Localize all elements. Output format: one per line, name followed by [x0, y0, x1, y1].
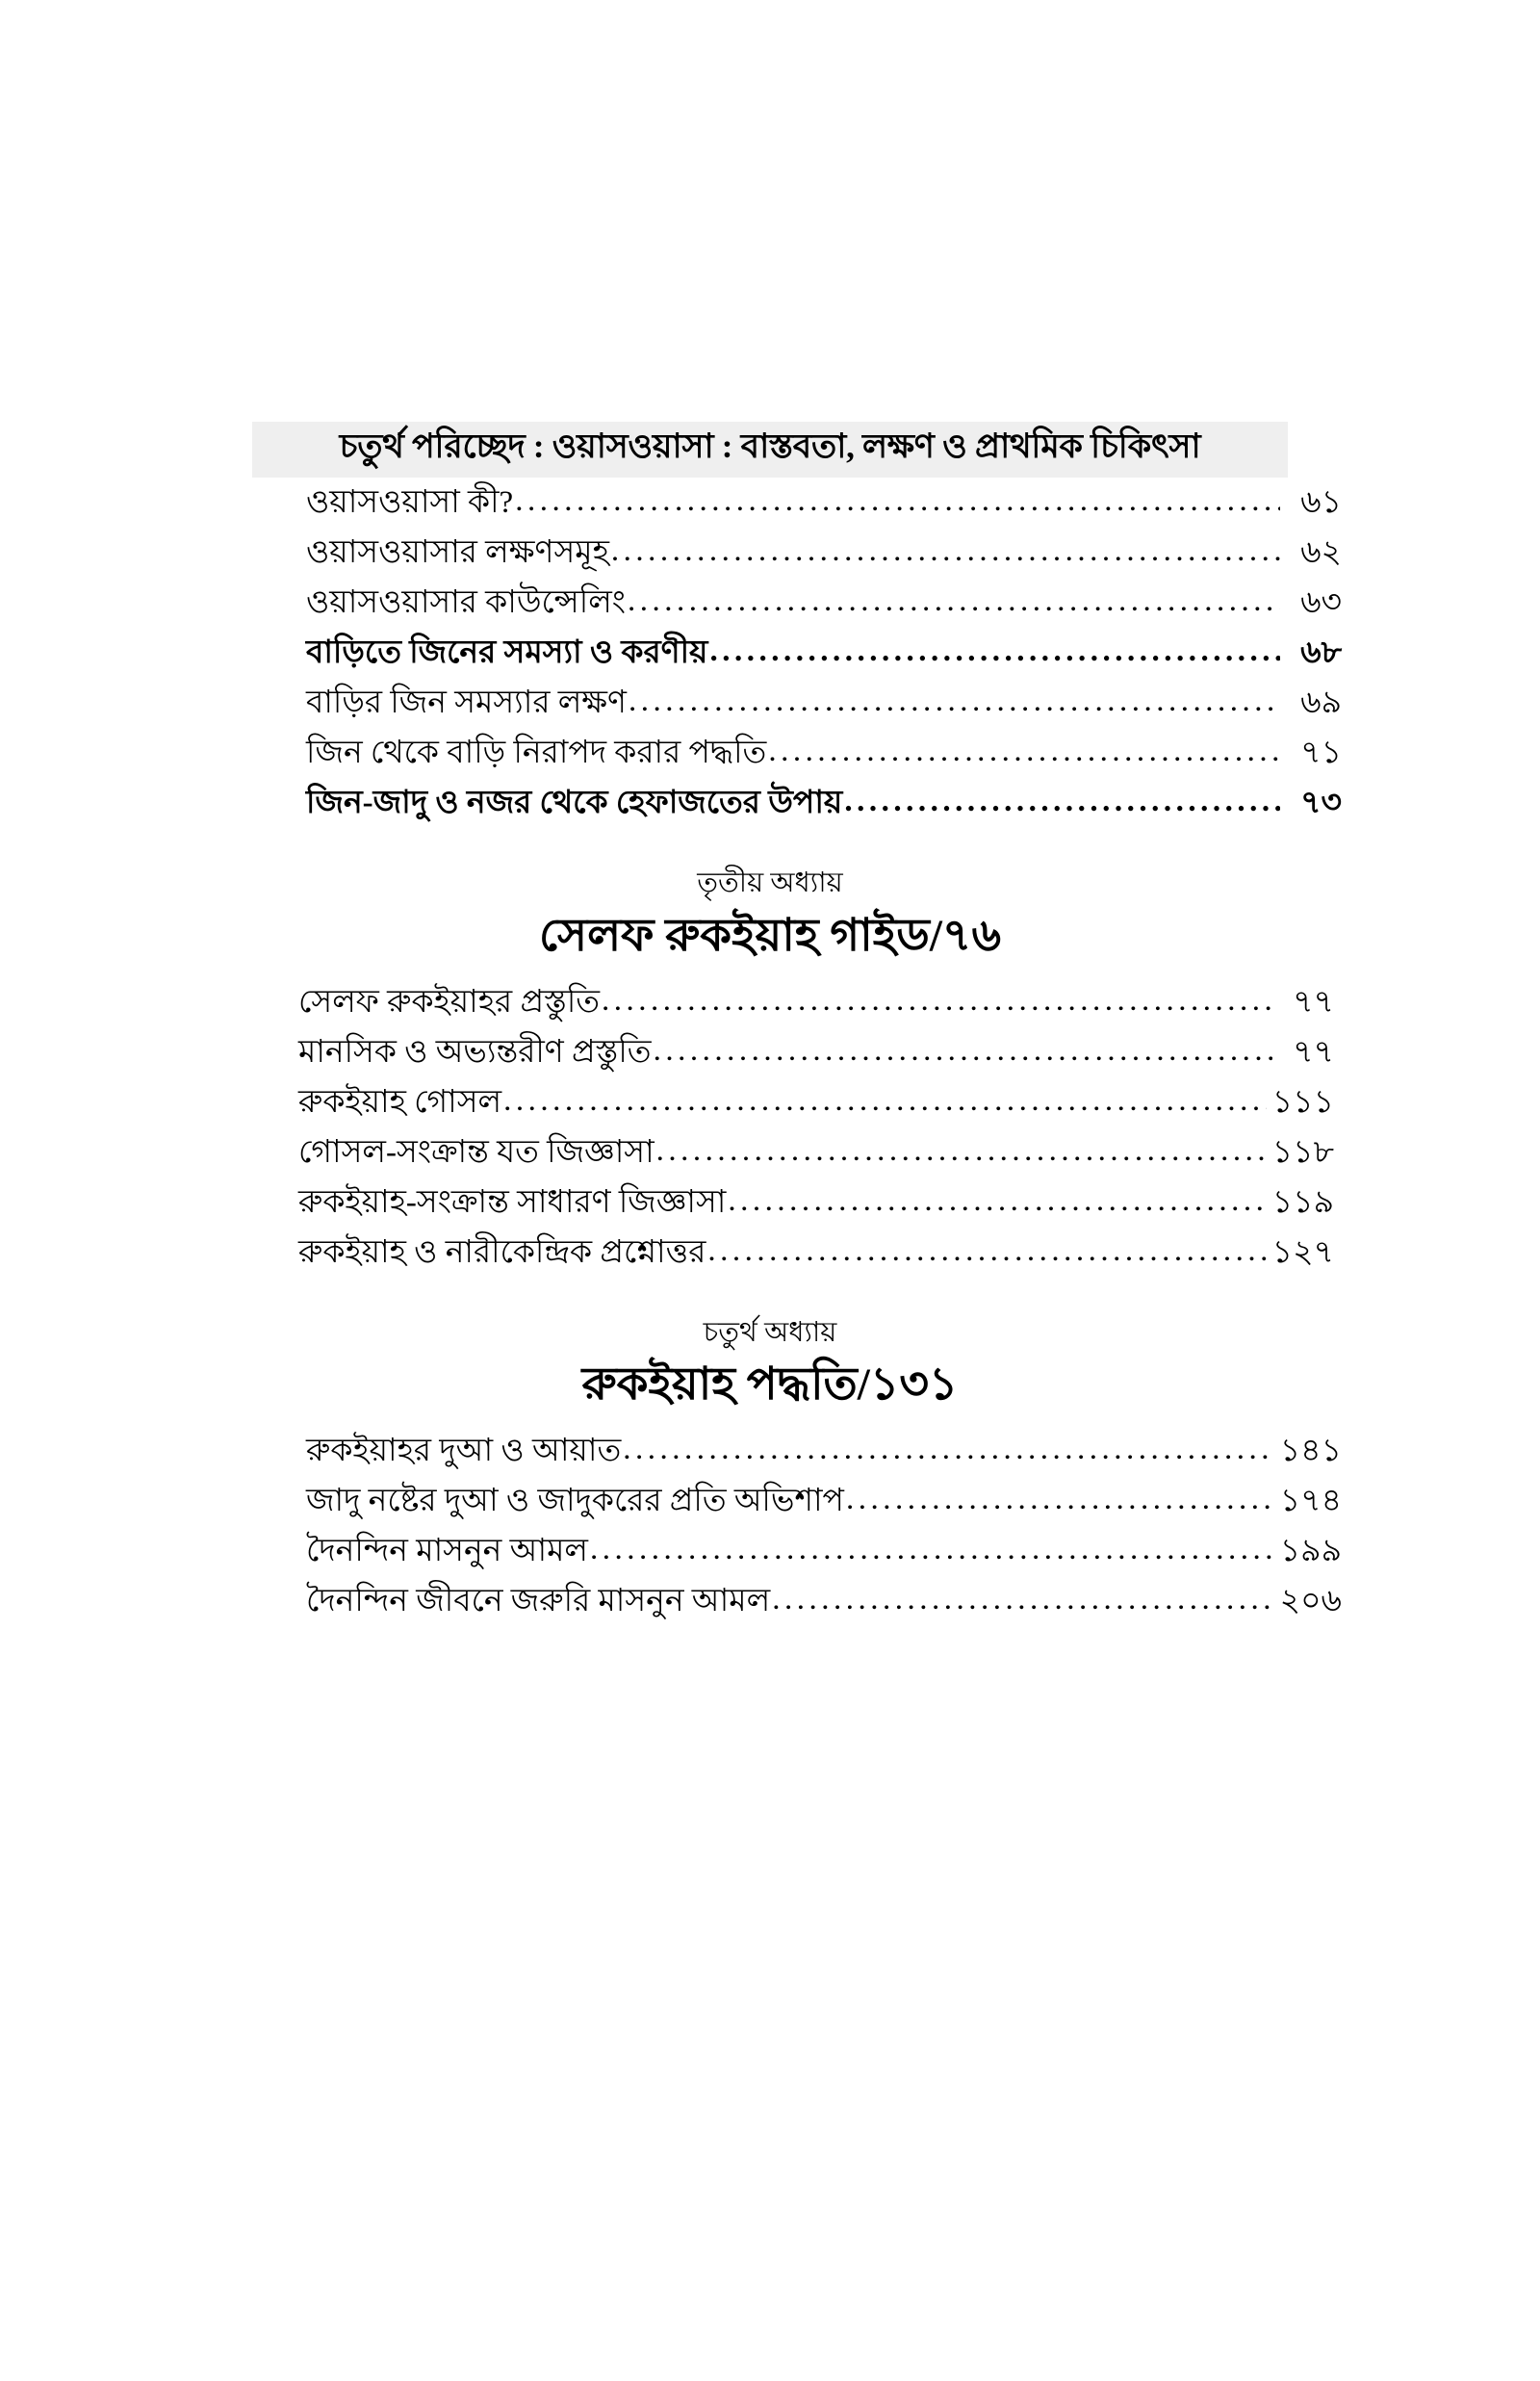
- toc-entry[interactable]: [252, 578, 1342, 628]
- toc-entry-title: বাড়ির জিন সমস্যার লক্ষণ: [306, 686, 627, 721]
- toc-entry-page: ১৭৪: [1279, 1483, 1342, 1518]
- toc-leader-dots: [707, 1235, 1266, 1267]
- toc-entry[interactable]: [252, 1027, 1334, 1077]
- toc-leader-dots: [629, 686, 1280, 717]
- toc-entry[interactable]: [252, 678, 1342, 728]
- toc-entry[interactable]: [252, 1476, 1342, 1526]
- toc-entry-page: ২০৬: [1279, 1583, 1342, 1618]
- toc-content: [252, 422, 1342, 1626]
- toc-entry-title: দৈনন্দিন জীবনে জরুরি মাসনুন আমল: [306, 1583, 771, 1618]
- toc-leader-dots: [656, 1135, 1267, 1167]
- toc-entry[interactable]: [252, 1526, 1342, 1576]
- toc-entry-title: ওয়াসওয়াসার কাউন্সেলিং: [306, 585, 626, 621]
- chapter-three-title: সেলফ রুকইয়াহ গাইড/৭৬: [538, 911, 1002, 962]
- toc-entry[interactable]: [252, 977, 1334, 1027]
- toc-entry-page: ১১৯: [1271, 1184, 1334, 1220]
- toc-leader-dots: [623, 1434, 1274, 1465]
- toc-entry-page: ৭৭: [1293, 1034, 1334, 1070]
- toc-leader-dots: [709, 635, 1280, 667]
- toc-entry-page: ১২৭: [1271, 1234, 1334, 1270]
- toc-list-section-four: [252, 478, 1342, 828]
- toc-entry[interactable]: [252, 1178, 1334, 1228]
- toc-entry[interactable]: [252, 528, 1342, 578]
- toc-leader-dots: [602, 985, 1272, 1017]
- toc-leader-dots: [628, 585, 1280, 617]
- toc-leader-dots: [728, 1185, 1266, 1217]
- chapter-three-kicker: তৃতীয় অধ্যায়: [697, 867, 843, 899]
- toc-entry-page: ১৯৯: [1279, 1533, 1342, 1568]
- toc-entry[interactable]: [252, 778, 1342, 828]
- toc-entry-page: ১৪১: [1279, 1433, 1342, 1468]
- chapter-four-title: রুকইয়াহ পদ্ধতি/১৩১: [581, 1359, 959, 1410]
- toc-entry-title: রুকইয়াহর দুআ ও আয়াত: [306, 1433, 622, 1468]
- toc-leader-dots: [772, 1584, 1273, 1616]
- toc-entry-title: ওয়াসওয়াসা কী?: [306, 485, 514, 521]
- toc-entry[interactable]: [252, 478, 1342, 528]
- toc-entry-title: রুকইয়াহ ও নারীকেন্দ্রিক প্রশ্নোত্তর: [298, 1234, 706, 1270]
- chapter-four-kicker: চতুর্থ অধ্যায়: [703, 1316, 837, 1348]
- toc-entry[interactable]: [252, 1077, 1334, 1127]
- toc-leader-dots: [611, 535, 1280, 567]
- toc-entry-page: ৭৭: [1293, 984, 1334, 1020]
- toc-entry-title: গোসল-সংক্রান্ত যত জিজ্ঞাসা: [298, 1134, 654, 1170]
- toc-entry-page: ৬৯: [1300, 686, 1342, 721]
- toc-entry-title: মানসিক ও অভ্যন্তরীণ প্রস্তুতি: [298, 1034, 652, 1070]
- toc-entry-page: ৭১: [1300, 736, 1342, 771]
- toc-entry-page: ৬৩: [1300, 585, 1342, 621]
- toc-leader-dots: [590, 1534, 1274, 1566]
- toc-entry[interactable]: [252, 1127, 1334, 1178]
- toc-entry-page: ৬৮: [1300, 635, 1342, 671]
- toc-entry-page: ১১১: [1271, 1084, 1334, 1120]
- toc-entry-title: জিন-জাদু ও নজর থেকে হেফাজতের উপায়: [306, 786, 843, 821]
- toc-entry[interactable]: [252, 628, 1342, 678]
- toc-entry-title: ওয়াসওয়াসার লক্ষণসমূহ: [306, 535, 609, 571]
- toc-entry[interactable]: [252, 1576, 1342, 1626]
- chapter-three-heading: [252, 828, 1288, 976]
- toc-leader-dots: [844, 786, 1280, 817]
- toc-entry-page: ১১৮: [1271, 1134, 1334, 1170]
- toc-entry[interactable]: [252, 1426, 1342, 1476]
- toc-entry-title: দৈনন্দিন মাসনুন আমল: [306, 1533, 588, 1568]
- chapter-four-heading: [252, 1278, 1288, 1426]
- toc-entry[interactable]: [252, 728, 1342, 778]
- toc-list-chapter-four: [252, 1426, 1342, 1626]
- toc-entry-title: রুকইয়াহ-সংক্রান্ত সাধারণ জিজ্ঞাসা: [298, 1184, 727, 1220]
- toc-leader-dots: [503, 1085, 1267, 1117]
- toc-entry-page: ৭৩: [1300, 786, 1342, 821]
- toc-entry-page: ৬১: [1300, 485, 1342, 521]
- toc-entry-title: সেলফ রুকইয়াহর প্রস্তুতি: [298, 984, 601, 1020]
- toc-entry-title: জাদু নষ্টের দুআ ও জাদুকরের প্রতি অভিশাপ: [306, 1483, 844, 1518]
- toc-entry[interactable]: [252, 1228, 1334, 1278]
- toc-leader-dots: [846, 1484, 1274, 1515]
- toc-entry-title: জিন থেকে বাড়ি নিরাপদ করার পদ্ধতি: [306, 736, 767, 771]
- toc-entry-title: রুকইয়াহ গোসল: [298, 1084, 502, 1120]
- toc-leader-dots: [654, 1035, 1272, 1067]
- section-banner-heading: চতুর্থ পরিচ্ছেদ : ওয়াসওয়াসা : বাস্তবতা, লক্ষণ ও প্রাথমিক চিকিৎসা: [252, 422, 1288, 478]
- toc-entry-title: বাড়িতে জিনের সমস্যা ও করণীয়: [306, 635, 708, 671]
- toc-leader-dots: [515, 485, 1280, 517]
- toc-list-chapter-three: [252, 977, 1334, 1278]
- toc-entry-page: ৬২: [1300, 535, 1342, 571]
- toc-leader-dots: [768, 736, 1280, 767]
